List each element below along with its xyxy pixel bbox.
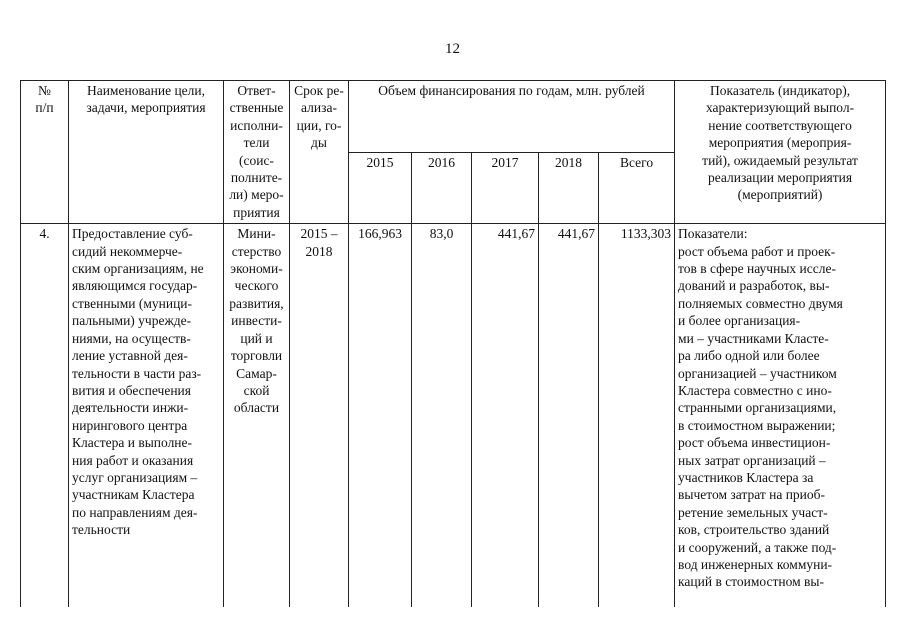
row-indicator: Показатели: рост объема работ и проек- тов в сфере научных иссле- дований и разработок, вы- полняемых совместно двумя и более организация- ми – участниками Класте- ра либо одной или более организацией – участником Кластера совместно с ино- странными организациями, в стоимостном выражении; рост объема инвестицион- ных затрат организаций – участников Кластера за вычетом затрат на приоб- ретение земельных участ- ков, строительство зданий и сооружений, а также под- вод инженерных коммуни- каций в стоимостном вы- (675, 224, 886, 608)
header-year-2017: 2017 (472, 152, 539, 224)
page-number: 12 (445, 41, 460, 57)
header-indicator: Показатель (индикатор), характеризующий выпол- нение соответствующего мероприятия (мероприя- тий), ожидаемый результат реализации мероприятия (мероприятий) (675, 81, 886, 224)
header-period: Срок ре- ализа- ции, го- ды (290, 81, 349, 224)
row-executors: Мини- стерство экономи- ческого развития, инвести- ций и торговли Самар- ской области (224, 224, 290, 608)
row-value-total: 1133,303 (599, 224, 675, 608)
table-row (21, 224, 886, 608)
header-year-2016: 2016 (412, 152, 472, 224)
row-value-2015: 166,963 (349, 224, 412, 608)
row-period: 2015 – 2018 (290, 224, 349, 608)
row-value-2016: 83,0 (412, 224, 472, 608)
header-total: Всего (599, 152, 675, 224)
header-num: № п/п (21, 81, 69, 224)
header-executors: Ответ- ственные исполни- тели (соис- полните- ли) меро- приятия (224, 81, 290, 224)
header-funding: Объем финансирования по годам, млн. рублей (349, 81, 675, 153)
row-name: Предоставление суб- сидий некоммерче- ским организациям, не являющимся государ- ственными (муници- пальными) учрежде- ниями, на осуществ- ление уставной дея- тельности в части раз- вития и обеспечения деятельности инжи- нирингового центра Кластера и выполне- ния работ и оказания услуг организациям – участникам Кластера по направлениям дея- тельности (69, 224, 224, 608)
row-value-2018: 441,67 (539, 224, 599, 608)
program-table (20, 80, 886, 607)
row-value-2017: 441,67 (472, 224, 539, 608)
row-num: 4. (21, 224, 69, 608)
header-name: Наименование цели, задачи, мероприятия (69, 81, 224, 224)
header-year-2015: 2015 (349, 152, 412, 224)
header-year-2018: 2018 (539, 152, 599, 224)
